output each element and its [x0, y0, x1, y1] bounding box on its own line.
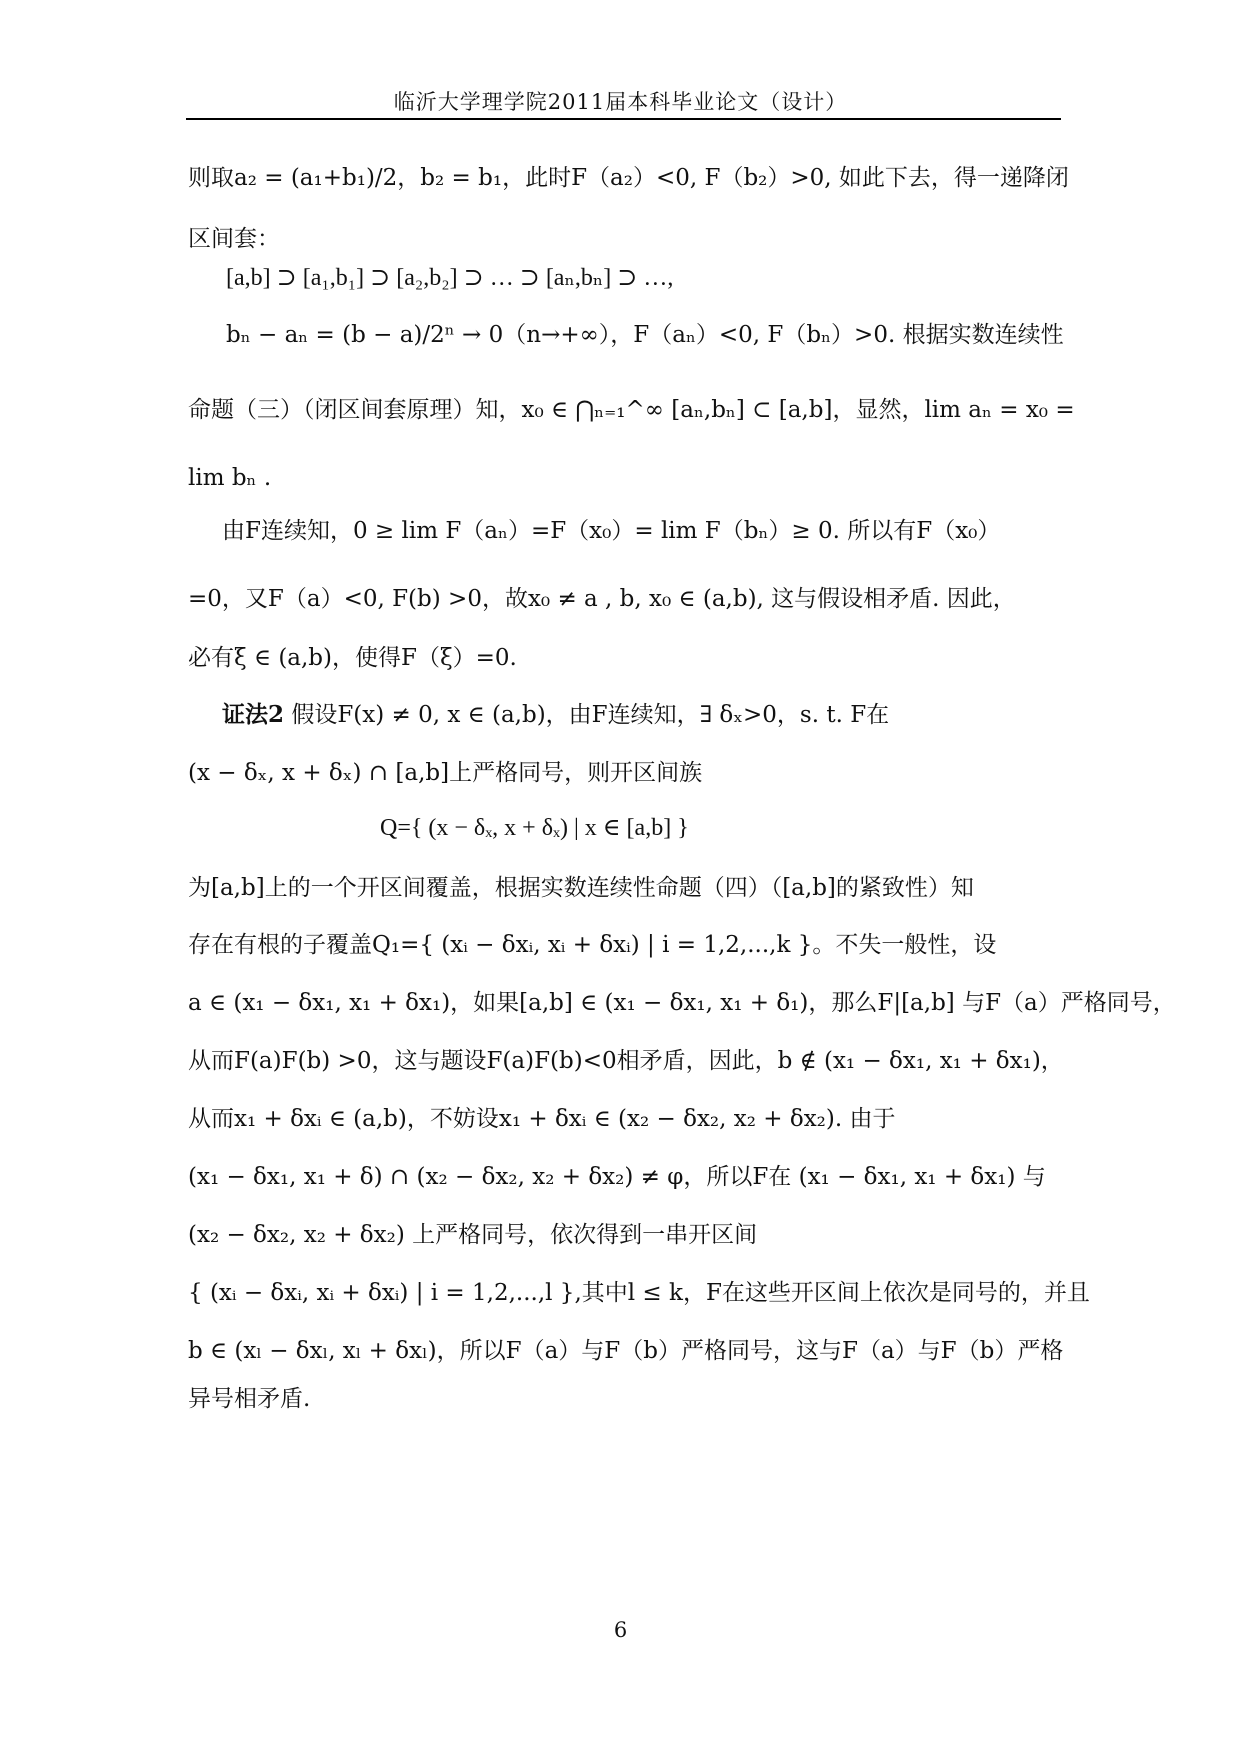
text-line-11: 存在有根的子覆盖Q₁={ (xᵢ − δxᵢ, xᵢ + δxᵢ) | i = 1,2,...,k }。不失一般性，设	[188, 932, 997, 958]
text-line-12: a ∈ (x₁ − δx₁, x₁ + δx₁)，如果[a,b] ∈ (x₁ − δx₁, x₁ + δ₁)，那么F|[a,b] 与F（a）严格同号，	[188, 990, 1176, 1016]
text-line-14: 从而x₁ + δxᵢ ∈ (a,b)，不妨设x₁ + δxᵢ ∈ (x₂ − δx₂, x₂ + δx₂). 由于	[188, 1106, 896, 1132]
text-line-18: b ∈ (xₗ − δxₗ, xₗ + δxₗ)，所以F（a）与F（b）严格同号，这与F（a）与F（b）严格	[188, 1338, 1064, 1364]
text-line-3: 命题（三）（闭区间套原理）知，x₀ ∈ ⋂ₙ₌₁^∞ [aₙ,bₙ] ⊂ [a,b]，显然，lim aₙ = x₀ =	[188, 397, 1075, 423]
text-line-7: 必有ξ ∈ (a,b)，使得F（ξ）=0.	[188, 645, 517, 671]
text-line-5: 由F连续知，0 ≥ lim F（aₙ）=F（x₀）= lim F（bₙ）≥ 0. 所以有F（x₀）	[222, 518, 1001, 544]
text-line-4: lim bₙ .	[188, 465, 272, 491]
text-line-10: 为[a,b]上的一个开区间覆盖，根据实数连续性命题（四）（[a,b]的紧致性）知	[188, 875, 974, 901]
equation-length-limit: bₙ − aₙ = (b − a)/2ⁿ → 0（n→+∞），F（aₙ）<0, F（bₙ）>0. 根据实数连续性	[226, 322, 1064, 348]
text-line-13: 从而F(a)F(b) >0，这与题设F(a)F(b)<0相矛盾，因此，b ∉ (x₁ − δx₁, x₁ + δx₁)，	[188, 1048, 1064, 1074]
text-line-2: 区间套：	[188, 226, 280, 252]
text-line-9: (x − δₓ, x + δₓ) ∩ [a,b]上严格同号，则开区间族	[188, 760, 703, 786]
equation-open-cover: Q={ (x − δₓ, x + δₓ) | x ∈ [a,b] }	[380, 815, 689, 841]
running-header: 临沂大学理学院2011届本科毕业论文（设计）	[393, 90, 848, 114]
text-line-1: 则取a₂ = (a₁+b₁)/2，b₂ = b₁，此时F（a₂）<0, F（b₂）>0, 如此下去，得一递降闭	[188, 165, 1069, 191]
proof-2-line	[222, 700, 1097, 730]
page-number: 6	[613, 1618, 628, 1642]
header-rule	[186, 118, 1061, 120]
text-line-17: { (xᵢ − δxᵢ, xᵢ + δxᵢ) | i = 1,2,...,l },其中l ≤ k，F在这些开区间上依次是同号的，并且	[188, 1280, 1090, 1306]
equation-interval-nest: [a,b] ⊃ [a₁,b₁] ⊃ [a₂,b₂] ⊃ … ⊃ [aₙ,bₙ] ⊃ …,	[226, 265, 674, 291]
proof-2-text: 假设F(x) ≠ 0, x ∈ (a,b)，由F连续知，∃ δₓ>0，s. t. F在	[284, 702, 890, 728]
text-line-15: (x₁ − δx₁, x₁ + δ) ∩ (x₂ − δx₂, x₂ + δx₂) ≠ φ，所以F在 (x₁ − δx₁, x₁ + δx₁) 与	[188, 1164, 1046, 1190]
text-line-19: 异号相矛盾.	[188, 1386, 311, 1412]
text-line-16: (x₂ − δx₂, x₂ + δx₂) 上严格同号，依次得到一串开区间	[188, 1222, 758, 1248]
text-line-6: =0，又F（a）<0, F(b) >0，故x₀ ≠ a , b, x₀ ∈ (a,b), 这与假设相矛盾. 因此，	[188, 586, 1016, 612]
proof-2-label: 证法2	[222, 701, 285, 728]
